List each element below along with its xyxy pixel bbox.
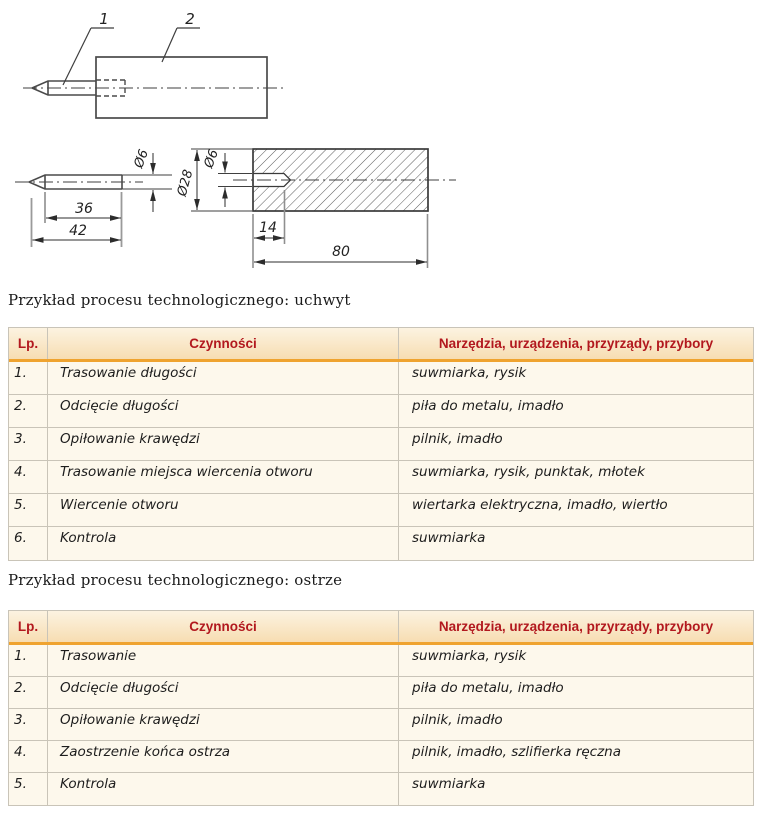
table-row [9,527,753,560]
section-heading-uchwyt: Przykład procesu technologicznego: uchwyt [8,291,351,309]
table-header-row [9,328,753,362]
handle-hole-diameter-dim: Ø6 [201,147,222,171]
table-row [9,362,753,395]
scriber-total-length-dim: 42 [69,223,87,239]
row-number-cell: 4. [9,741,48,772]
activity-cell: Trasowanie długości [48,362,399,394]
activity-cell: Kontrola [48,773,399,805]
activity-cell: Wiercenie otworu [48,494,399,526]
table-row [9,461,753,494]
row-number-cell: 5. [9,773,48,805]
row-number-cell: 3. [9,428,48,460]
table-row [9,395,753,428]
table-row [9,428,753,461]
tools-cell: pilnik, imadło [412,431,503,447]
column-header: Narzędzia, urządzenia, przyrządy, przybory [438,619,714,634]
table-row [9,709,753,741]
row-number-cell: 5. [9,494,48,526]
handle-total-length-dim: 80 [332,244,350,260]
table-row [9,773,753,805]
row-number-cell: 4. [9,461,48,493]
tools-cell: pilnik, imadło, szlifierka ręczna [412,744,622,760]
column-header: Lp. [9,611,48,642]
row-number-cell: 2. [9,677,48,708]
assembly-view [23,10,283,118]
table-row [9,494,753,527]
tools-cell: suwmiarka, rysik [412,648,527,664]
process-table-uchwyt [8,327,754,561]
column-header: Czynności [48,328,399,359]
row-number-cell: 1. [9,362,48,394]
part1-label: 1 [99,10,109,28]
table-header-row [9,611,753,645]
scriber-diameter-dim: Ø6 [131,147,152,171]
column-header: Lp. [9,328,48,359]
table-row [9,677,753,709]
row-number-cell: 6. [9,527,48,560]
activity-cell: Zaostrzenie końca ostrza [48,741,399,772]
section-heading-ostrze: Przykład procesu technologicznego: ostrze [8,571,343,589]
tools-cell: pilnik, imadło [412,712,503,728]
handle-outer-diameter-dim: Ø28 [174,168,197,198]
tools-cell: piła do metalu, imadło [412,680,564,696]
scriber-body-length-dim: 36 [75,201,93,217]
scriber-detail-view [15,148,172,247]
activity-cell: Trasowanie miejsca wiercenia otworu [48,461,399,493]
row-number-cell: 3. [9,709,48,740]
activity-cell: Kontrola [48,527,399,560]
table-row [9,741,753,773]
handle-hole-depth-dim: 14 [259,220,277,236]
tools-cell: suwmiarka, rysik [412,365,527,381]
column-header: Czynności [48,611,399,642]
table-row [9,645,753,677]
column-header: Narzędzia, urządzenia, przyrządy, przybory [438,336,714,351]
tools-cell: piła do metalu, imadło [412,398,564,414]
row-number-cell: 2. [9,395,48,427]
process-table-ostrze [8,610,754,806]
tools-cell: wiertarka elektryczna, imadło, wiertło [412,497,668,513]
handle-section-view [175,148,456,268]
technical-drawing [0,0,767,285]
tools-cell: suwmiarka, rysik, punktak, młotek [412,464,645,480]
tools-cell: suwmiarka [412,776,486,792]
activity-cell: Odcięcie długości [48,677,399,708]
activity-cell: Trasowanie [48,645,399,676]
activity-cell: Opiłowanie krawędzi [48,709,399,740]
row-number-cell: 1. [9,645,48,676]
part2-label: 2 [185,10,195,28]
tools-cell: suwmiarka [412,530,486,546]
activity-cell: Odcięcie długości [48,395,399,427]
activity-cell: Opiłowanie krawędzi [48,428,399,460]
